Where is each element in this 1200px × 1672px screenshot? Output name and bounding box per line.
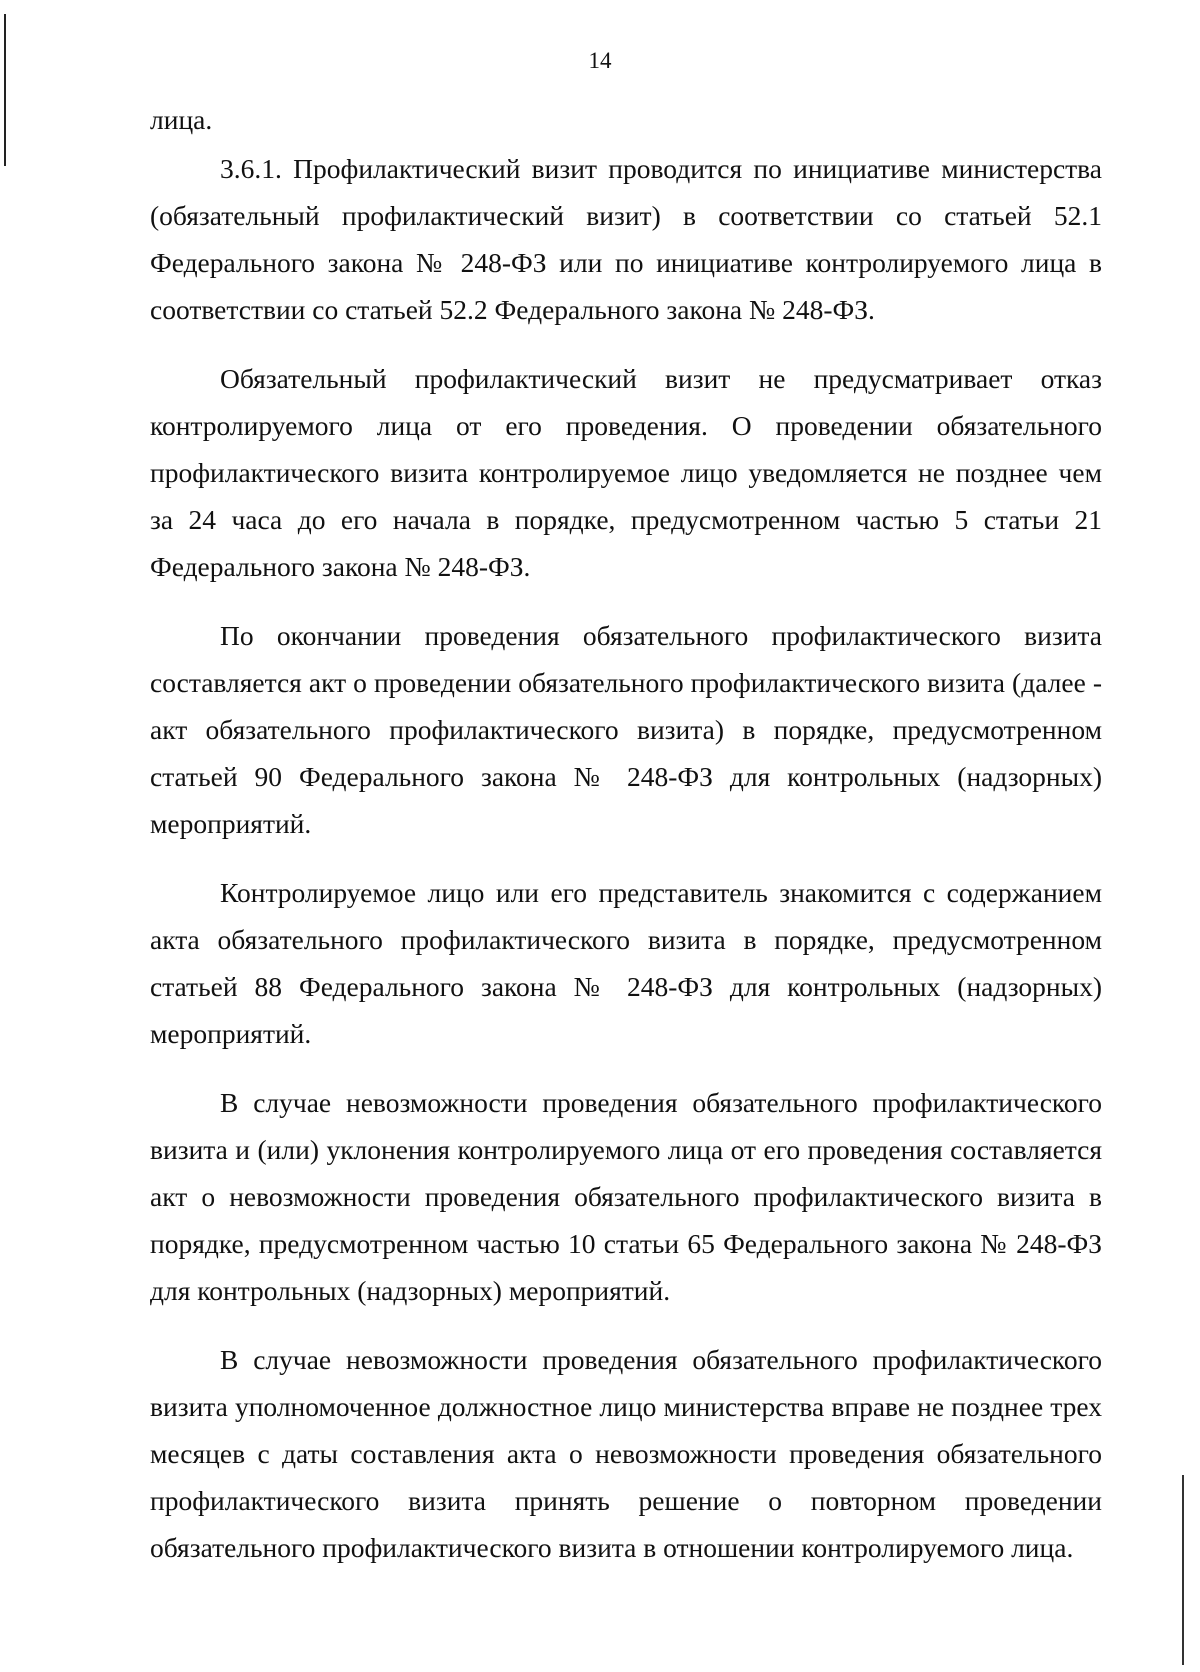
paragraph-impossibility-act: В случае невозможности проведения обязательного профилактического визита и (или) уклонения контролируемого лица от его проведения составляется акт о невозможности проведения обязательного профилактического визита в порядке, предусмотренном частью 10 статьи 65 Федерального закона № 248-ФЗ для контрольных (надзорных) мероприятий. [150, 1087, 1102, 1306]
paragraph-act-review: Контролируемое лицо или его представитель знакомится с содержанием акта обязательного профилактического визита в порядке, предусмотренном статьей 88 Федерального закона № 248-ФЗ для контрольных (надзорных) мероприятий. [150, 877, 1102, 1049]
scan-edge-left [4, 14, 6, 166]
paragraph-continuation: лица. [150, 104, 213, 135]
page-number: 14 [588, 48, 612, 73]
document-body [150, 96, 1102, 1571]
paragraph-mandatory-visit: Обязательный профилактический визит не предусматривает отказ контролируемого лица от его проведения. О проведении обязательного профилактического визита контролируемое лицо уведомляется не позднее чем за 24 часа до его начала в порядке, предусмотренном частью 5 статьи 21 Федерального закона № 248-ФЗ. [150, 363, 1102, 582]
paragraph-3-6-1: 3.6.1. Профилактический визит проводится по инициативе министерства (обязательный профилактический визит) в соответствии со статьей 52.1 Федерального закона № 248-ФЗ или по инициативе контролируемого лица в соответствии со статьей 52.2 Федерального закона № 248-ФЗ. [150, 153, 1102, 325]
paragraph-repeat-visit: В случае невозможности проведения обязательного профилактического визита уполномоченное должностное лицо министерства вправе не позднее трех месяцев с даты составления акта о невозможности проведения обязательного профилактического визита принять решение о повторном проведении обязательного профилактического визита в отношении контролируемого лица. [150, 1344, 1102, 1563]
paragraph-visit-act: По окончании проведения обязательного профилактического визита составляется акт о проведении обязательного профилактического визита (далее - акт обязательного профилактического визита) в порядке, предусмотренном статьей 90 Федерального закона № 248-ФЗ для контрольных (надзорных) мероприятий. [150, 620, 1102, 839]
scan-edge-right [1182, 1475, 1184, 1665]
